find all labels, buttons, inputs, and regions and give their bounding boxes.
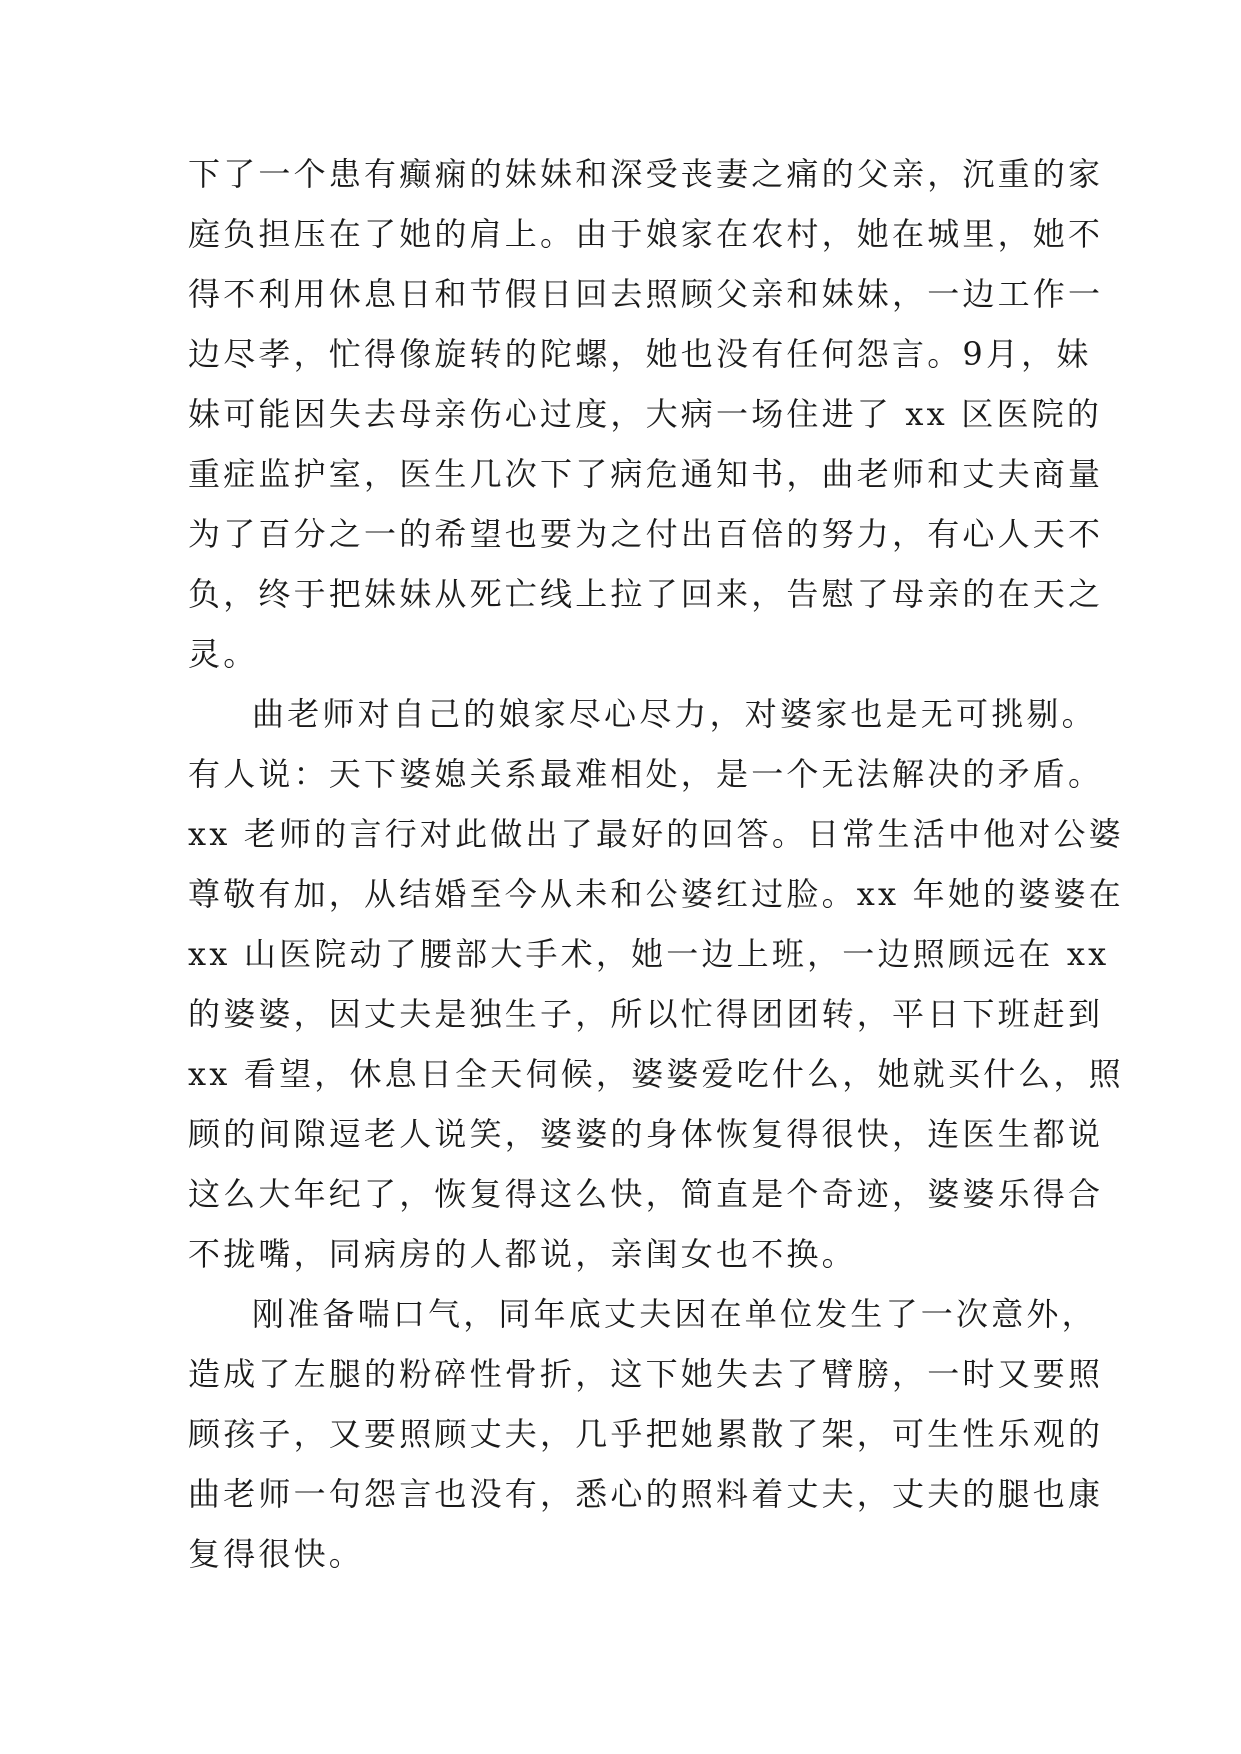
text-line: 顾的间隙逗老人说笑，婆婆的身体恢复得很快，连医生都说 (188, 1115, 1104, 1153)
text-line: 不拢嘴，同病房的人都说，亲闺女也不换。 (188, 1235, 857, 1273)
text-line: 妹可能因失去母亲伤心过度，大病一场住进了 xx 区医院的 (188, 395, 1103, 433)
text-line: 灵。 (188, 635, 259, 673)
paragraph-first-line: 刚准备喘口气，同年底丈夫因在单位发生了一次意外， (252, 1295, 1097, 1333)
text-line: xx 老师的言行对此做出了最好的回答。日常生活中他对公婆 (188, 815, 1124, 853)
text-line: 为了百分之一的希望也要为之付出百倍的努力，有心人天不 (188, 515, 1104, 553)
text-line: 有人说：天下婆媳关系最难相处，是一个无法解决的矛盾。 (188, 755, 1104, 793)
text-line: 复得很快。 (188, 1535, 365, 1573)
text-line: 这么大年纪了，恢复得这么快，简直是个奇迹，婆婆乐得合 (188, 1175, 1104, 1213)
text-line: 边尽孝，忙得像旋转的陀螺，她也没有任何怨言。9月，妹 (188, 335, 1092, 373)
text-line: 的婆婆，因丈夫是独生子，所以忙得团团转，平日下班赶到 (188, 995, 1104, 1033)
text-line: xx 看望，休息日全天伺候，婆婆爱吃什么，她就买什么，照 (188, 1055, 1124, 1093)
text-line: 下了一个患有癫痫的妹妹和深受丧妻之痛的父亲，沉重的家 (188, 155, 1104, 193)
text-line: 负，终于把妹妹从死亡线上拉了回来，告慰了母亲的在天之 (188, 575, 1104, 613)
text-line: xx 山医院动了腰部大手术，她一边上班，一边照顾远在 xx (188, 935, 1110, 973)
text-line: 造成了左腿的粉碎性骨折，这下她失去了臂膀，一时又要照 (188, 1355, 1104, 1393)
text-line: 顾孩子，又要照顾丈夫，几乎把她累散了架，可生性乐观的 (188, 1415, 1104, 1453)
text-line: 庭负担压在了她的肩上。由于娘家在农村，她在城里，她不 (188, 215, 1104, 253)
text-line: 尊敬有加，从结婚至今从未和公婆红过脸。xx 年她的婆婆在 (188, 875, 1124, 913)
text-line: 曲老师一句怨言也没有，悉心的照料着丈夫，丈夫的腿也康 (188, 1475, 1104, 1513)
text-line: 重症监护室，医生几次下了病危通知书，曲老师和丈夫商量 (188, 455, 1104, 493)
paragraph-first-line: 曲老师对自己的娘家尽心尽力，对婆家也是无可挑剔。 (252, 695, 1097, 733)
body-text (188, 155, 1124, 1598)
text-line: 得不利用休息日和节假日回去照顾父亲和妹妹，一边工作一 (188, 275, 1104, 313)
